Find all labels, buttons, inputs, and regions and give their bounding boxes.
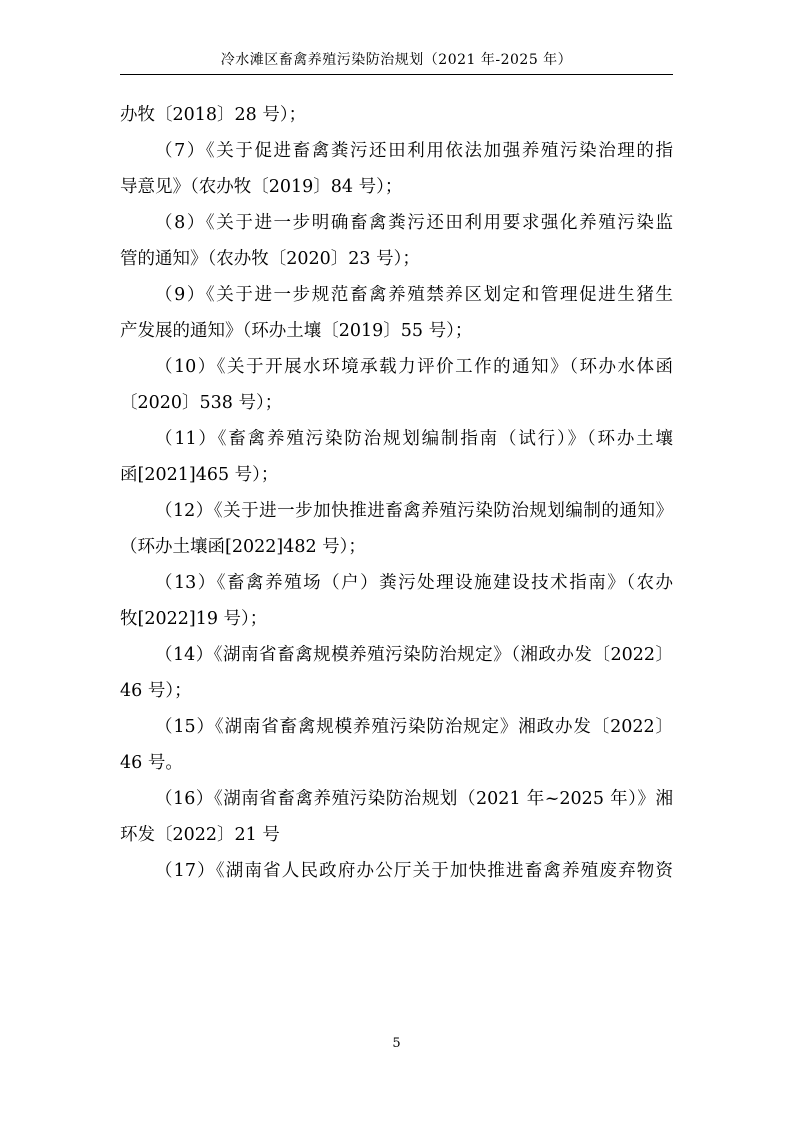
text-line: 管的通知》（农办牧〔2020〕23 号）； [120, 249, 420, 269]
text-line: 46 号。 [120, 753, 183, 773]
body-text [120, 97, 673, 889]
text-line: 〔2020〕538 号）； [120, 393, 283, 413]
text-line: （13）《畜禽养殖场（户）粪污处理设施建设技术指南》（农办 [155, 573, 673, 593]
text-line: 牧[2022]19 号）； [120, 609, 268, 629]
text-line: （14）《湖南省畜禽规模养殖污染防治规定》（湘政办发〔2022〕 [155, 645, 673, 665]
text-line: 46 号）； [120, 681, 192, 701]
text-line: （12）《关于进一步加快推进畜禽养殖污染防治规划编制的通知》 [155, 501, 673, 521]
text-line: （16）《湖南省畜禽养殖污染防治规划（2021 年~2025 年）》湘 [155, 789, 673, 809]
text-line: （17）《湖南省人民政府办公厅关于加快推进畜禽养殖废弃物资 [155, 861, 673, 881]
text-line: （11）《畜禽养殖污染防治规划编制指南（试行）》（环办土壤 [155, 429, 673, 449]
text-line: 导意见》（农办牧〔2019〕84 号）； [120, 177, 403, 197]
text-line: 函[2021]465 号）； [120, 465, 279, 485]
text-line: （8）《关于进一步明确畜禽粪污还田利用要求强化养殖污染监 [155, 213, 673, 233]
running-header: 冷水滩区畜禽养殖污染防治规划（2021 年-2025 年） [220, 52, 573, 68]
text-line: 办牧〔2018〕28 号）； [120, 105, 307, 125]
page-number: 5 [392, 1036, 401, 1051]
text-line: （10）《关于开展水环境承载力评价工作的通知》（环办水体函 [155, 357, 673, 377]
text-line: 产发展的通知》（环办土壤〔2019〕55 号）； [120, 321, 473, 341]
text-line: （15）《湖南省畜禽规模养殖污染防治规定》湘政办发〔2022〕 [155, 717, 673, 737]
text-line: （7）《关于促进畜禽粪污还田利用依法加强养殖污染治理的指 [155, 141, 673, 161]
text-line: 环发〔2022〕21 号 [120, 825, 280, 845]
text-line: （9）《关于进一步规范畜禽养殖禁养区划定和管理促进生猪生 [155, 285, 673, 305]
text-line: （环办土壤函[2022]482 号）； [120, 537, 366, 557]
header-rule [120, 74, 673, 75]
